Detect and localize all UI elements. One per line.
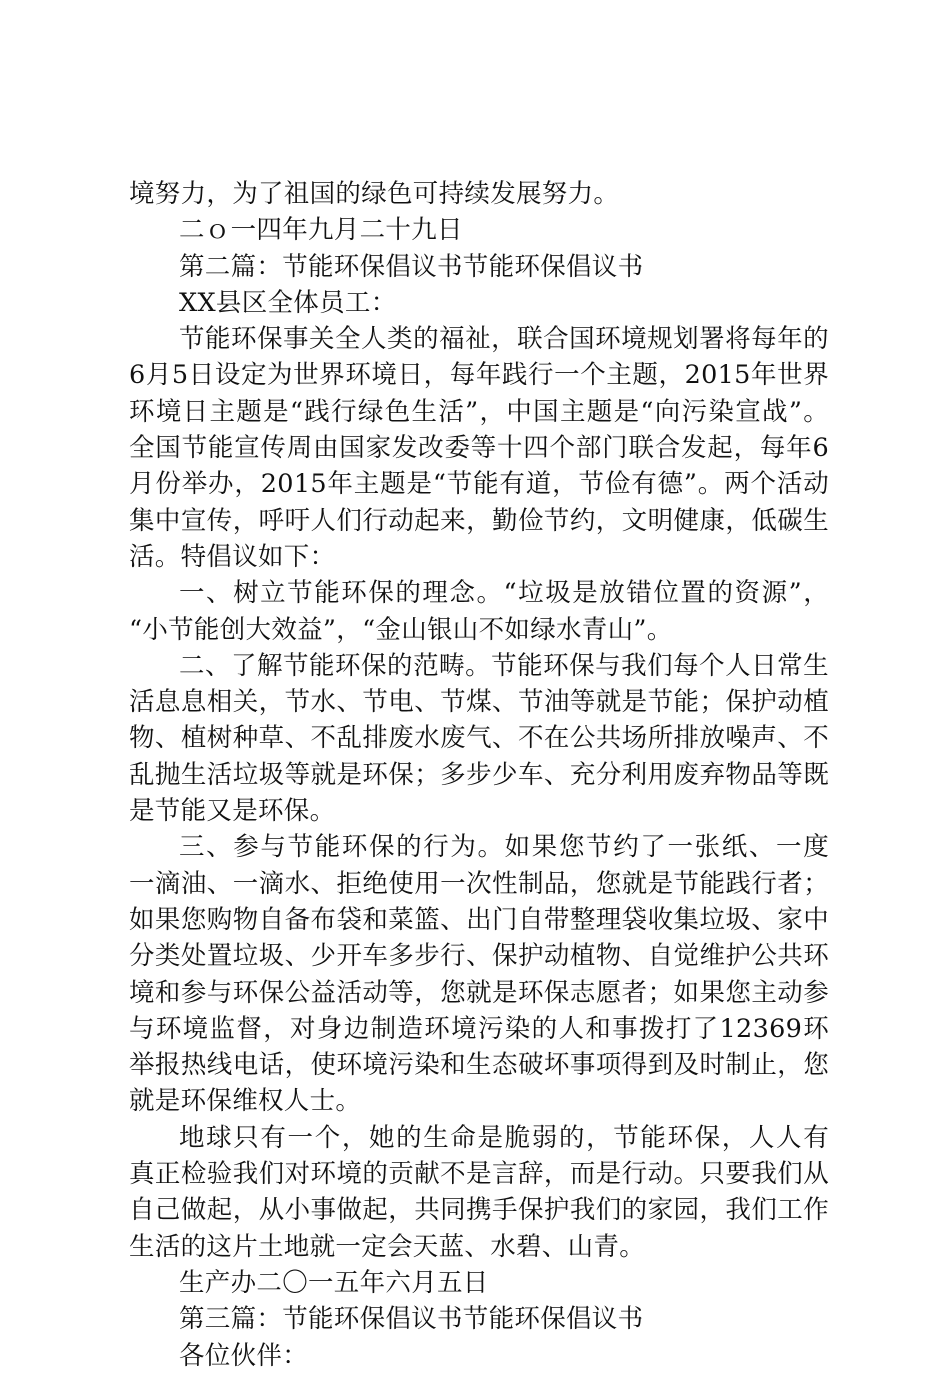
- document-line: 第三篇：节能环保倡议书节能环保倡议书: [179, 1304, 644, 1335]
- document-line: 6月5日设定为世界环境日，每年践行一个主题，2015年世界: [129, 360, 829, 391]
- document-line: 月份举办，2015年主题是“节能有道，节俭有德”。两个活动: [129, 469, 829, 500]
- document-line: 就是环保维权人士。: [129, 1086, 362, 1117]
- document-line: 如果您购物自备布袋和菜篮、出门自带整理袋收集垃圾、家中: [129, 904, 829, 935]
- document-line: 一滴油、一滴水、拒绝使用一次性制品，您就是节能践行者；: [129, 868, 829, 899]
- document-line: 集中宣传，呼吁人们行动起来，勤俭节约，文明健康，低碳生: [129, 505, 829, 536]
- document-line: 一、树立节能环保的理念。“垃圾是放错位置的资源”，: [179, 578, 829, 609]
- document-line: 节能环保事关全人类的福祉，联合国环境规划署将每年的: [179, 324, 829, 355]
- document-line: 环境日主题是“践行绿色生活”，中国主题是“向污染宣战”。: [129, 396, 829, 427]
- document-line: 生产办二〇一五年六月五日: [179, 1267, 489, 1298]
- document-line: 三、参与节能环保的行为。如果您节约了一张纸、一度: [179, 832, 829, 863]
- document-line: 生活的这片土地就一定会天蓝、水碧、山青。: [129, 1231, 646, 1262]
- document-line: 境努力，为了祖国的绿色可持续发展努力。: [129, 179, 620, 209]
- document-line: 活息息相关，节水、节电、节煤、节油等就是节能；保护动植: [129, 687, 829, 718]
- document-line: XX县区全体员工：: [179, 287, 397, 318]
- document-line: 第二篇：节能环保倡议书节能环保倡议书: [179, 251, 644, 282]
- document-line: 地球只有一个，她的生命是脆弱的，节能环保，人人有: [179, 1122, 829, 1153]
- document-line: 分类处置垃圾、少开车多步行、保护动植物、自觉维护公共环: [129, 941, 829, 972]
- document-line: 举报热线电话，使环境污染和生态破坏事项得到及时制止，您: [129, 1050, 829, 1081]
- document-line: 乱抛生活垃圾等就是环保；多步少车、充分利用废弃物品等既: [129, 759, 829, 790]
- document-line: 活。特倡议如下：: [129, 541, 336, 572]
- document-line: 真正检验我们对环境的贡献不是言辞，而是行动。只要我们从: [129, 1159, 829, 1190]
- document-line: 是节能又是环保。: [129, 796, 336, 827]
- document-line: 境和参与环保公益活动等，您就是环保志愿者；如果您主动参: [129, 977, 829, 1008]
- document-line: 全国节能宣传周由国家发改委等十四个部门联合发起，每年6: [129, 433, 829, 464]
- document-body: [129, 176, 829, 1374]
- document-line: 物、植树种草、不乱排废水废气、不在公共场所排放噪声、不: [129, 723, 829, 754]
- document-line: 二、了解节能环保的范畴。节能环保与我们每个人日常生: [179, 650, 829, 681]
- document-line: 自己做起，从小事做起，共同携手保护我们的家园，我们工作: [129, 1195, 829, 1226]
- document-line: “小节能创大效益”，“金山银山不如绿水青山”。: [129, 614, 673, 645]
- document-line: 与环境监督，对身边制造环境污染的人和事拨打了12369环: [129, 1013, 829, 1044]
- document-line: 二ｏ一四年九月二十九日: [179, 215, 463, 246]
- document-line: 各位伙伴：: [179, 1340, 309, 1371]
